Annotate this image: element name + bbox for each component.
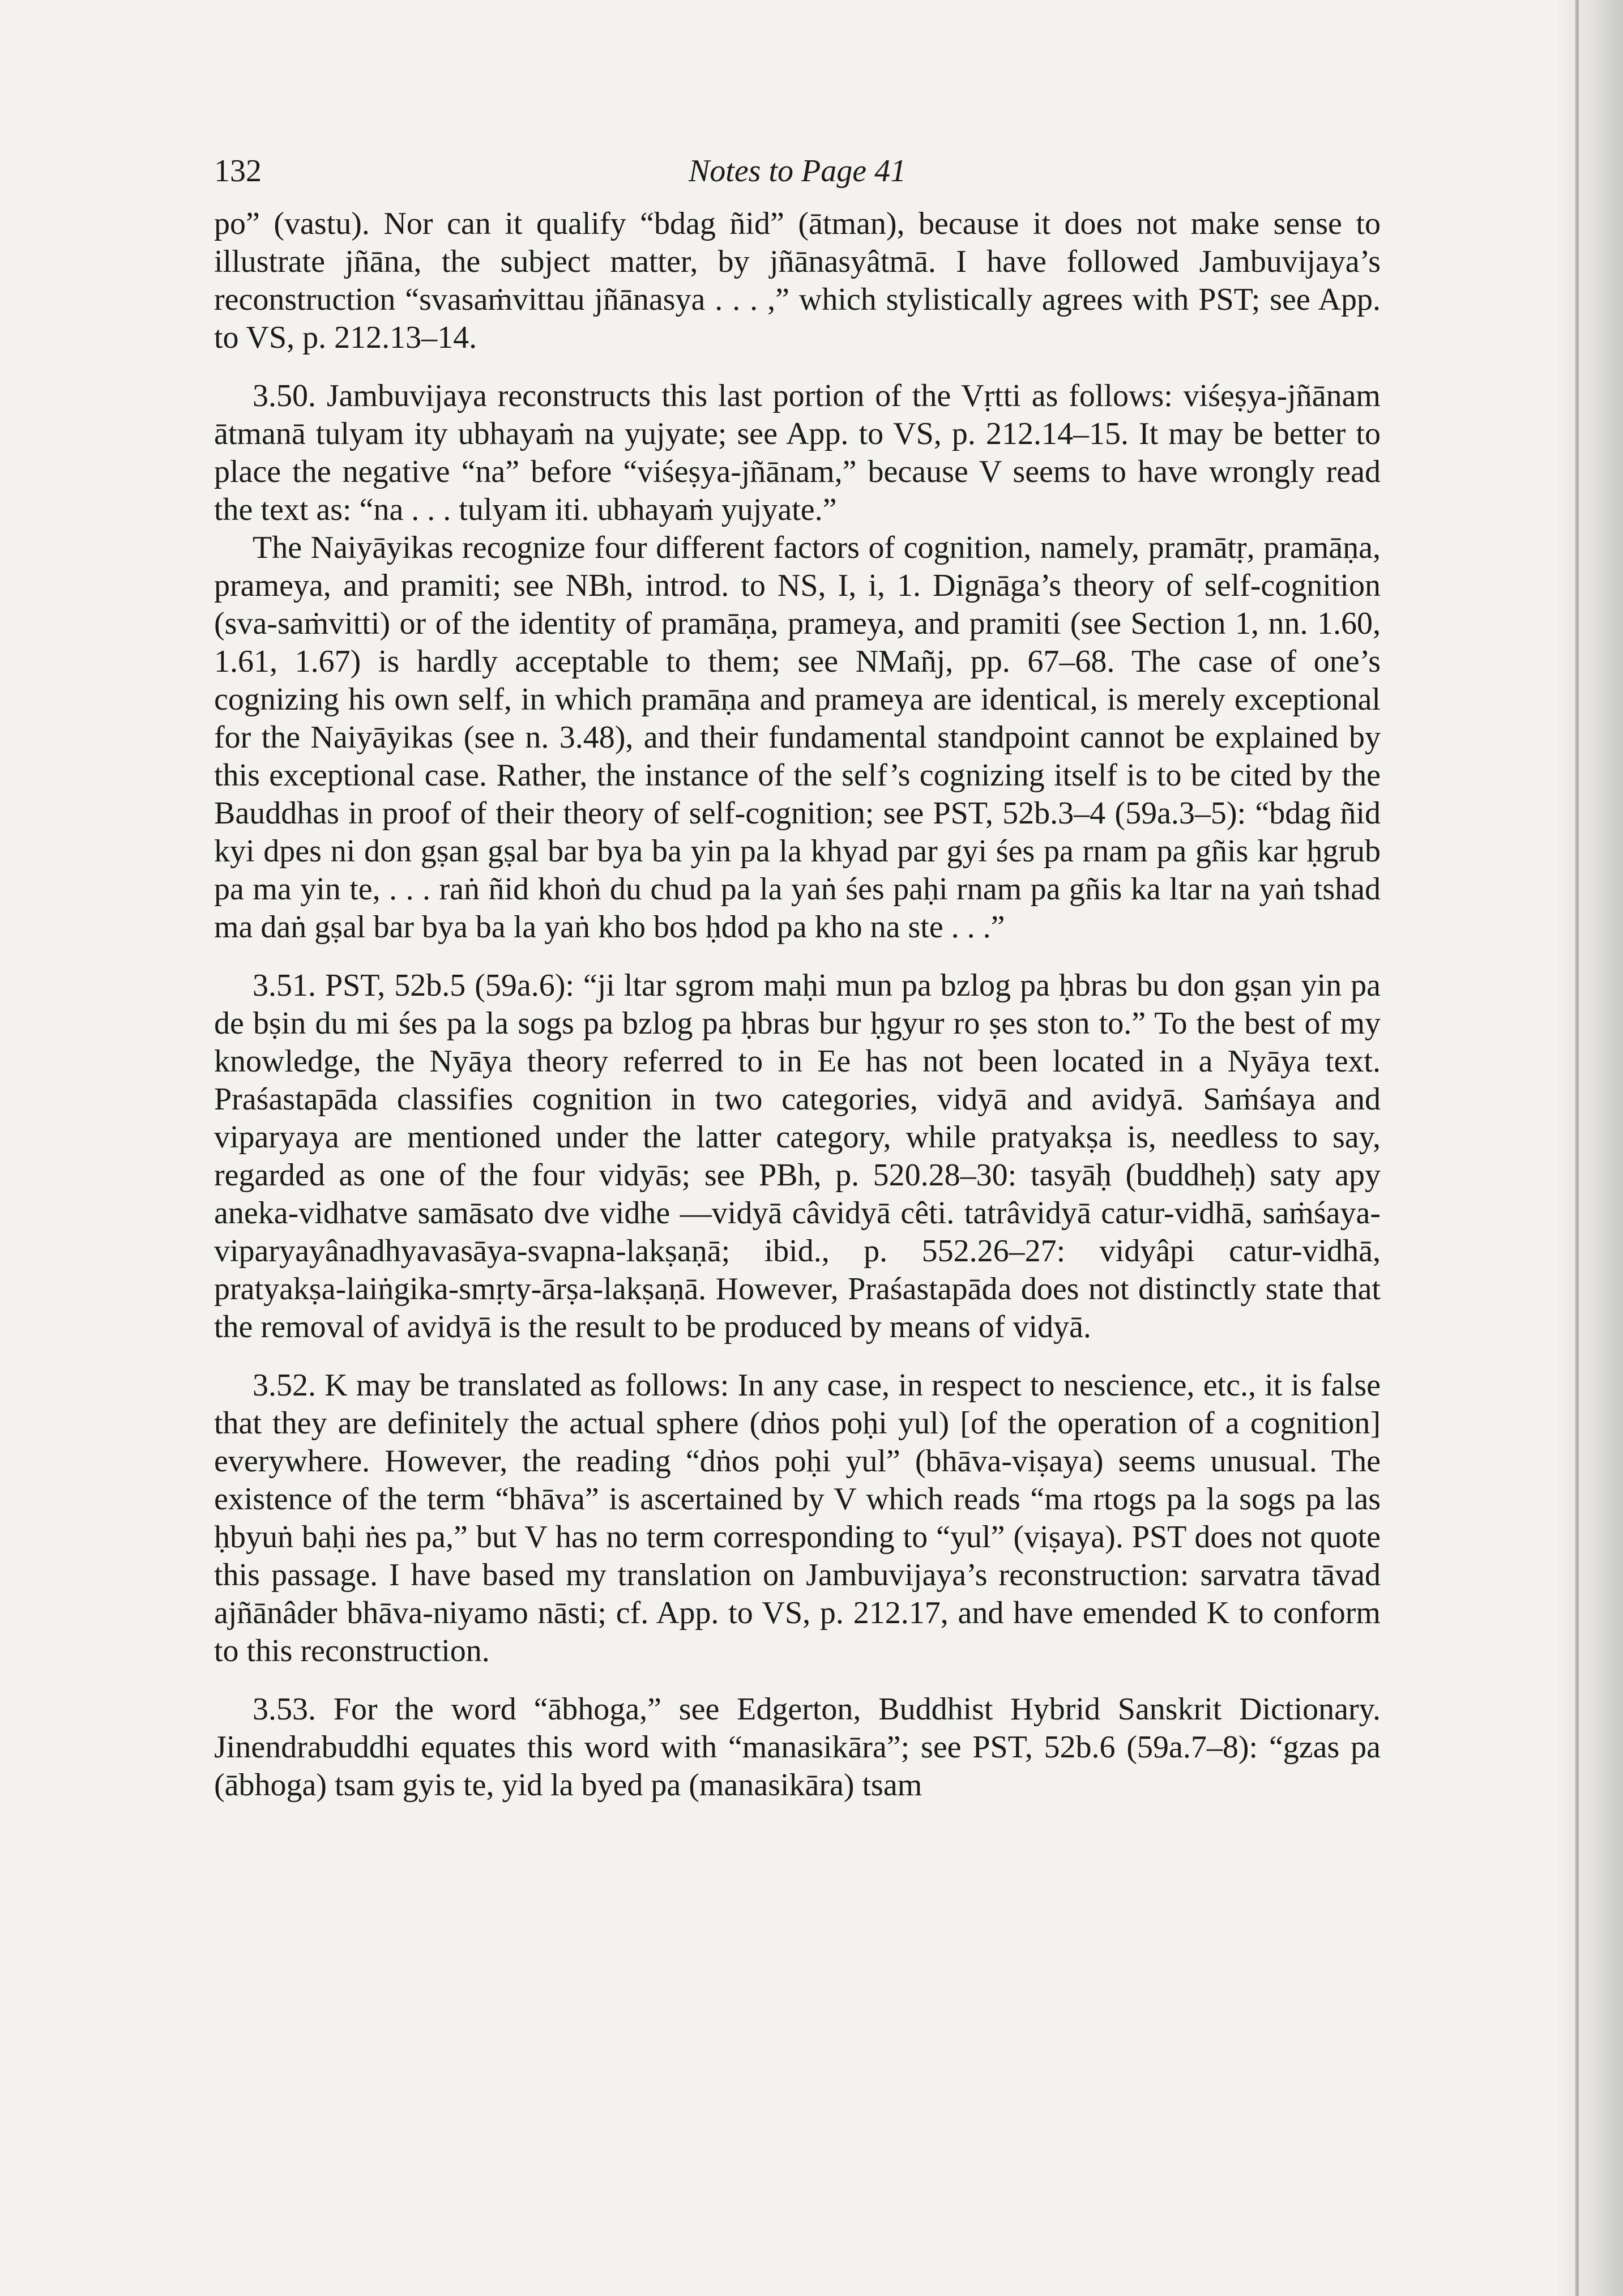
note-3-50-continued: The Naiyāyikas recognize four different factors of cognition, namely, pramātṛ, pramāṇa, prameya, and pramiti; see NBh, introd. to NS, I, i, 1. Dignāga’s theory of self-cognition (sva-saṁvitti) or of the identity of pramāṇa, prameya, and pramiti (see Section 1, nn. 1.60, 1.61, 1.67) is hardly acceptable to them; see NMañj, pp. 67–68. The case of one’s cognizing his own self, in which pramāṇa and prameya are identical, is merely exceptional for the Naiyāyikas (see n. 3.48), and their fundamental standpoint cannot be explained by this exceptional case. Rather, the instance of the self’s cognizing itself is to be cited by the Bauddhas in proof of their theory of self-cognition; see PST, 52b.3–4 (59a.3–5): “bdag ñid kyi dpes ni don gṣan gṣal bar bya ba yin pa la khyad par gyi śes pa rnam pa gñis kar ḥgrub pa ma yin te, . . . raṅ ñid khoṅ du chud pa la yaṅ śes paḥi rnam pa gñis ka ltar na yaṅ tshad ma daṅ gṣal bar bya ba la yaṅ kho bos ḥdod pa kho na ste . . .” (214, 530, 1381, 945)
scan-gutter-line (1575, 0, 1579, 2296)
page-header (214, 148, 1381, 194)
scan-shadow-edge (1555, 0, 1623, 2296)
note-3-52: 3.52. K may be translated as follows: In any case, in respect to nescience, etc., it is false that they are definitely the actual sphere (dṅos poḥi yul) [of the operation of a cognition] everywhere. However, the reading “dṅos poḥi yul” (bhāva-viṣaya) seems unusual. The existence of the term “bhāva” is ascertained by V which reads “ma rtogs pa la sogs pa las ḥbyuṅ baḥi ṅes pa,” but V has no term corresponding to “yul” (viṣaya). PST does not quote this passage. I have based my translation on Jambuvijaya’s reconstruction: sarvatra tāvad ajñānâder bhāva-niyamo nāsti; cf. App. to VS, p. 212.17, and have emended K to conform to this reconstruction. (214, 1368, 1381, 1668)
note-3-53: 3.53. For the word “ābhoga,” see Edgerton, Buddhist Hybrid Sanskrit Dictionary. Jinendrabuddhi equates this word with “manasikāra”; see PST, 52b.6 (59a.7–8): “gzas pa (ābhoga) tsam gyis te, yid la byed pa (manasikāra) tsam (214, 1692, 1381, 1803)
body-text (214, 205, 1381, 1825)
page-number: 132 (214, 153, 262, 189)
paragraph-continuation: po” (vastu). Nor can it qualify “bdag ñid” (ātman), because it does not make sense to illustrate jñāna, the subject matter, by jñānasyâtmā. I have followed Jambuvijaya’s reconstruction “svasaṁvittau jñānasya . . . ,” which stylistically agrees with PST; see App. to VS, p. 212.13–14. (214, 206, 1381, 355)
note-3-51: 3.51. PST, 52b.5 (59a.6): “ji ltar sgrom maḥi mun pa bzlog pa ḥbras bu don gṣan yin pa de bṣin du mi śes pa la sogs pa bzlog pa ḥbras bur ḥgyur ro ṣes ston to.” To the best of my knowledge, the Nyāya theory referred to in Ee has not been located in a Nyāya text. Praśastapāda classifies cognition in two categories, vidyā and avidyā. Saṁśaya and viparyaya are mentioned under the latter category, while pratyakṣa is, needless to say, regarded as one of the four vidyās; see PBh, p. 520.28–30: tasyāḥ (buddheḥ) saty apy aneka-vidhatve samāsato dve vidhe —vidyā câvidyā cêti. tatrâvidyā catur-vidhā, saṁśaya-viparyayânadhyavasāya-svapna-lakṣaṇā; ibid., p. 552.26–27: vidyâpi catur-vidhā, pratyakṣa-laiṅgika-smṛty-ārṣa-lakṣaṇā. However, Praśastapāda does not distinctly state that the removal of avidyā is the result to be produced by means of vidyā. (214, 968, 1381, 1345)
running-head: Notes to Page 41 (688, 153, 907, 189)
note-3-50: 3.50. Jambuvijaya reconstructs this last portion of the Vṛtti as follows: viśeṣya-jñānam ātmanā tulyam ity ubhayaṁ na yujyate; see App. to VS, p. 212.14–15. It may be better to place the negative “na” before “viśeṣya-jñānam,” because V seems to have wrongly read the text as: “na . . . tulyam iti. ubhayaṁ yujyate.” (214, 378, 1381, 527)
